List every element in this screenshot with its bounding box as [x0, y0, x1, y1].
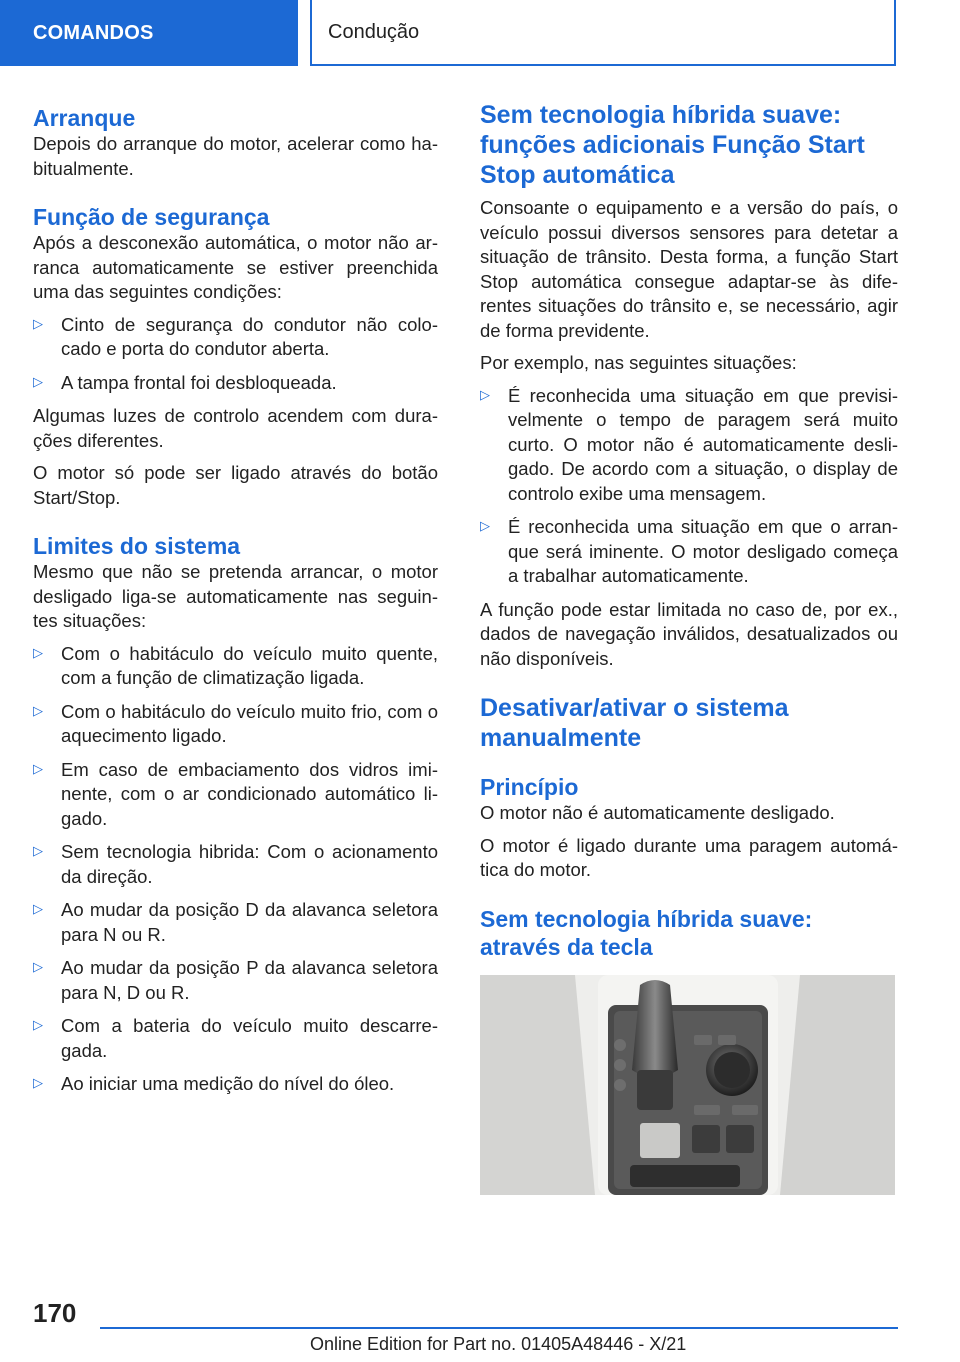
- luzes-text: Algumas luzes de controlo acendem com durações diferentes.: [33, 405, 438, 451]
- desativar-heading: Desativar/ativar o sistema manualmente: [480, 694, 789, 752]
- principio-text-1: O motor não é automaticamente desligado.: [480, 802, 835, 823]
- triangle-bullet-icon: ▷: [33, 374, 43, 390]
- triangle-bullet-icon: ▷: [480, 387, 490, 403]
- list-item: ▷ Ao mudar da posição P da alavanca seletora para N, D ou R.: [33, 957, 438, 1003]
- list-item: ▷ Ao iniciar uma medição do nível do óleo.: [33, 1072, 438, 1097]
- principio-heading: Princípio: [480, 774, 579, 800]
- page-header: [0, 0, 960, 66]
- motor-text: O motor só pode ser ligado através do botão Start/Stop.: [33, 462, 438, 508]
- right-column: [480, 100, 898, 1195]
- triangle-bullet-icon: ▷: [33, 316, 43, 332]
- list-item: ▷ É reconhecida uma situação em que o arranque será iminente. O motor desligado começa a trabalhar automaticamente.: [480, 516, 898, 586]
- limites-list: [33, 642, 438, 1097]
- list-item: ▷ Ao mudar da posição D da alavanca seletora para N ou R.: [33, 899, 438, 945]
- seguranca-list: [33, 313, 438, 396]
- footer-edition: Online Edition for Part no. 01405A48446 - X/21: [310, 1334, 687, 1354]
- list-item: ▷ Com o habitáculo do veículo muito frio, com o aquecimento ligado.: [33, 700, 438, 746]
- footer-divider: [100, 1327, 898, 1329]
- triangle-bullet-icon: ▷: [33, 1018, 43, 1033]
- arranque-heading: Arranque: [33, 105, 136, 131]
- list-item: ▷ É reconhecida uma situação em que previsivelmente o tempo de paragem será muito curto. O motor não é automaticamente desligado. De acordo com a situação, o display de controlo exibe uma mensagem.: [480, 384, 898, 504]
- triangle-bullet-icon: ▷: [33, 844, 43, 859]
- exemplo-list: [480, 384, 898, 589]
- section-tab: COMANDOS: [0, 0, 298, 66]
- seguranca-text: Após a desconexão automática, o motor não arranca automaticamente se estiver preenchida uma das seguintes condições:: [33, 232, 438, 302]
- tecla-heading: Sem tecnologia híbrida suave: através da tecla: [480, 905, 813, 960]
- triangle-bullet-icon: ▷: [33, 761, 43, 777]
- list-item: ▷ Cinto de segurança do condutor não colocado e porta do condutor aberta.: [33, 313, 438, 359]
- triangle-bullet-icon: ▷: [33, 902, 43, 917]
- arranque-text: Depois do arranque do motor, acelerar como habitualmente.: [33, 133, 438, 179]
- triangle-bullet-icon: ▷: [33, 1076, 43, 1091]
- hibrida-heading: Sem tecnologia híbrida suave: funções adicionais Função Start Stop automática: [480, 101, 865, 189]
- triangle-bullet-icon: ▷: [33, 645, 43, 661]
- limitada-text: A função pode estar limitada no caso de, por ex., dados de navegação inválidos, desatualizados ou não disponíveis.: [480, 598, 898, 669]
- list-item: ▷ Com o habitáculo do veículo muito quente, com a função de climatização ligada.: [33, 642, 438, 688]
- left-column: [33, 100, 438, 1106]
- seguranca-heading: Função de segurança: [33, 204, 270, 230]
- console-photo: [480, 975, 895, 1195]
- list-item: ▷ Com a bateria do veículo muito descarregada.: [33, 1015, 438, 1061]
- gear-selector-console-illustration: [480, 975, 895, 1195]
- list-item: ▷ Em caso de embaciamento dos vidros iminente, com o ar condicionado automático ligado.: [33, 758, 438, 829]
- triangle-bullet-icon: ▷: [480, 519, 490, 534]
- exemplo-text: Por exemplo, nas seguintes situações:: [480, 352, 797, 373]
- limites-text: Mesmo que não se pretenda arrancar, o motor desligado liga-se automaticamente nas seguintes situações:: [33, 561, 438, 631]
- list-item: ▷ Sem tecnologia hibrida: Com o acionamento da direção.: [33, 841, 438, 887]
- page-number: 170: [33, 1298, 77, 1328]
- principio-text-2: O motor é ligado durante uma paragem automática do motor.: [480, 834, 898, 880]
- chapter-tab: Condução: [310, 0, 896, 66]
- triangle-bullet-icon: ▷: [33, 703, 43, 719]
- triangle-bullet-icon: ▷: [33, 960, 43, 975]
- hibrida-text: Consoante o equipamento e a versão do país, o veículo possui diversos sensores para detetar a situação de trânsito. Desta forma, a função Start Stop automática consegue adaptar-se às diferentes situações do trânsito e, se necessário, agir de forma previdente.: [480, 197, 898, 341]
- list-item: ▷ A tampa frontal foi desbloqueada.: [33, 371, 438, 396]
- limites-heading: Limites do sistema: [33, 533, 241, 559]
